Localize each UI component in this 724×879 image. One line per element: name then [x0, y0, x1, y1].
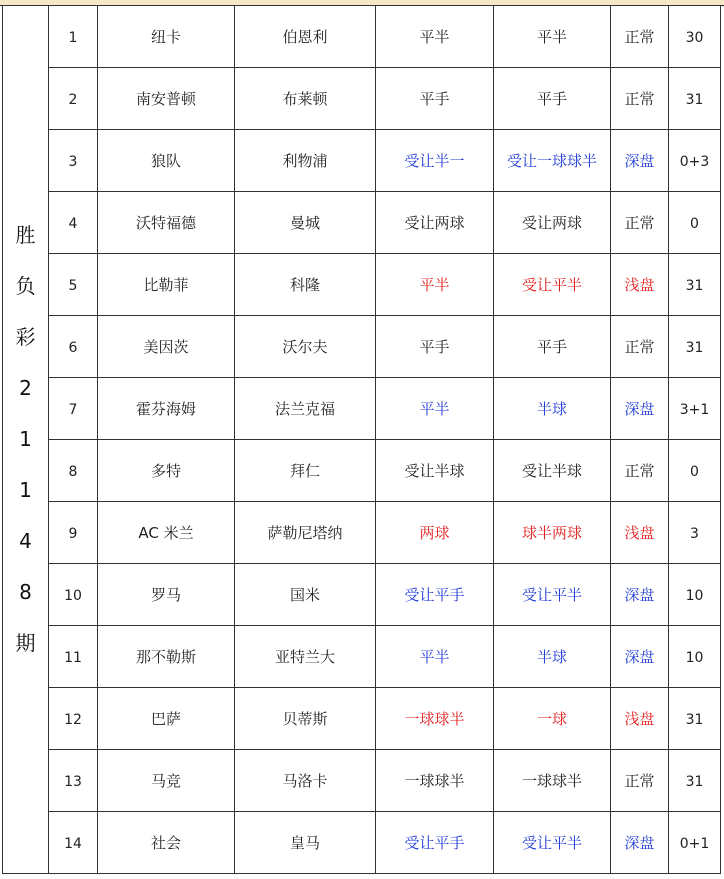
table-row	[3, 688, 721, 750]
handicap-current: 受让平半	[521, 276, 582, 294]
depth-status: 正常	[624, 462, 655, 480]
depth-status-cell	[611, 6, 669, 68]
match-number: 1	[68, 29, 78, 46]
away-team: 曼城	[289, 214, 320, 232]
depth-status: 深盘	[624, 834, 655, 852]
away-team-cell	[235, 316, 376, 378]
handicap-current-cell	[494, 378, 611, 440]
handicap-initial-cell	[376, 6, 494, 68]
depth-status-cell	[611, 564, 669, 626]
table-row	[3, 440, 721, 502]
result-code: 31	[685, 91, 704, 108]
depth-status-cell	[611, 626, 669, 688]
home-team: 那不勒斯	[135, 648, 196, 666]
result-code: 31	[685, 711, 704, 728]
table-row	[3, 254, 721, 316]
depth-status-cell	[611, 316, 669, 378]
table-row	[3, 6, 721, 68]
home-team-cell	[98, 502, 235, 564]
away-team-cell	[235, 130, 376, 192]
table-row	[3, 378, 721, 440]
depth-status: 深盘	[624, 152, 655, 170]
handicap-current: 受让一球球半	[506, 152, 597, 170]
home-team-cell	[98, 6, 235, 68]
home-team-cell	[98, 254, 235, 316]
result-code: 3	[690, 525, 699, 542]
home-team-cell	[98, 68, 235, 130]
handicap-initial-cell	[376, 812, 494, 874]
home-team: 社会	[150, 834, 181, 852]
handicap-current-cell	[494, 316, 611, 378]
handicap-initial: 平手	[419, 338, 450, 356]
away-team-cell	[235, 68, 376, 130]
handicap-initial-cell	[376, 130, 494, 192]
depth-status-cell	[611, 502, 669, 564]
handicap-current-cell	[494, 130, 611, 192]
away-team: 马洛卡	[282, 772, 328, 790]
handicap-initial-cell	[376, 750, 494, 812]
match-number: 12	[64, 711, 82, 728]
match-number-cell	[49, 316, 98, 378]
result-code-cell	[669, 192, 721, 254]
result-code-cell	[669, 564, 721, 626]
handicap-initial-cell	[376, 254, 494, 316]
away-team: 利物浦	[282, 152, 328, 170]
handicap-current: 半球	[536, 400, 567, 418]
result-code: 31	[685, 339, 704, 356]
home-team: 罗马	[150, 586, 181, 604]
depth-status: 正常	[624, 214, 655, 232]
away-team-cell	[235, 440, 376, 502]
table-row	[3, 750, 721, 812]
handicap-initial: 平手	[419, 90, 450, 108]
handicap-initial-cell	[376, 316, 494, 378]
result-code-cell	[669, 130, 721, 192]
match-number-cell	[49, 688, 98, 750]
home-team: 纽卡	[150, 28, 181, 46]
away-team: 伯恩利	[282, 28, 328, 46]
depth-status: 浅盘	[624, 276, 655, 294]
result-code: 0+1	[679, 835, 710, 852]
match-number-cell	[49, 192, 98, 254]
result-code: 31	[685, 773, 704, 790]
handicap-initial: 平半	[419, 28, 450, 46]
away-team-cell	[235, 6, 376, 68]
result-code: 0+3	[679, 153, 710, 170]
table-row	[3, 68, 721, 130]
handicap-current-cell	[494, 688, 611, 750]
handicap-initial-cell	[376, 502, 494, 564]
match-number-cell	[49, 68, 98, 130]
home-team: 比勒菲	[143, 276, 189, 294]
depth-status-cell	[611, 750, 669, 812]
result-code: 3+1	[679, 401, 710, 418]
result-code-cell	[669, 440, 721, 502]
handicap-current-cell	[494, 502, 611, 564]
handicap-initial: 一球球半	[404, 710, 465, 728]
home-team-cell	[98, 192, 235, 254]
result-code-cell	[669, 254, 721, 316]
result-code-cell	[669, 812, 721, 874]
match-number-cell	[49, 750, 98, 812]
handicap-current: 一球球半	[521, 772, 582, 790]
table-row	[3, 626, 721, 688]
handicap-current-cell	[494, 440, 611, 502]
home-team-cell	[98, 564, 235, 626]
away-team-cell	[235, 564, 376, 626]
result-code-cell	[669, 378, 721, 440]
handicap-current: 半球	[536, 648, 567, 666]
depth-status-cell	[611, 130, 669, 192]
result-code: 10	[685, 587, 704, 604]
handicap-initial: 平半	[419, 400, 450, 418]
match-number: 7	[68, 401, 78, 418]
handicap-initial-cell	[376, 68, 494, 130]
home-team-cell	[98, 812, 235, 874]
match-number: 9	[68, 525, 78, 542]
match-number-cell	[49, 130, 98, 192]
match-number-cell	[49, 6, 98, 68]
home-team: AC 米兰	[138, 524, 194, 542]
match-number-cell	[49, 564, 98, 626]
away-team-cell	[235, 378, 376, 440]
match-number: 3	[68, 153, 78, 170]
match-number-cell	[49, 254, 98, 316]
home-team: 狼队	[150, 152, 181, 170]
away-team: 萨勒尼塔纳	[267, 524, 343, 542]
home-team-cell	[98, 688, 235, 750]
away-team-cell	[235, 192, 376, 254]
match-number-cell	[49, 378, 98, 440]
handicap-current-cell	[494, 254, 611, 316]
handicap-initial-cell	[376, 378, 494, 440]
depth-status: 深盘	[624, 400, 655, 418]
result-code-cell	[669, 502, 721, 564]
period-char: 8	[19, 580, 32, 604]
handicap-initial-cell	[376, 564, 494, 626]
match-number: 14	[64, 835, 82, 852]
result-code: 31	[685, 277, 704, 294]
depth-status: 浅盘	[624, 524, 655, 542]
handicap-current: 平手	[536, 90, 567, 108]
home-team-cell	[98, 626, 235, 688]
depth-status: 浅盘	[624, 710, 655, 728]
home-team-cell	[98, 130, 235, 192]
handicap-current-cell	[494, 750, 611, 812]
home-team-cell	[98, 378, 235, 440]
match-number: 4	[68, 215, 78, 232]
home-team-cell	[98, 316, 235, 378]
handicap-current: 受让两球	[521, 214, 582, 232]
handicap-current: 平半	[536, 28, 567, 46]
away-team-cell	[235, 688, 376, 750]
handicap-initial: 平半	[419, 276, 450, 294]
handicap-current-cell	[494, 812, 611, 874]
match-number: 11	[64, 649, 82, 666]
home-team: 美因茨	[143, 338, 189, 356]
away-team-cell	[235, 254, 376, 316]
handicap-initial: 受让平手	[404, 586, 465, 604]
match-number-cell	[49, 440, 98, 502]
depth-status-cell	[611, 440, 669, 502]
match-number: 8	[68, 463, 78, 480]
handicap-initial: 两球	[419, 524, 450, 542]
handicap-current-cell	[494, 68, 611, 130]
result-code: 0	[690, 215, 699, 232]
table-row	[3, 812, 721, 874]
handicap-current-cell	[494, 192, 611, 254]
match-number: 5	[68, 277, 78, 294]
home-team: 多特	[150, 462, 181, 480]
away-team: 贝蒂斯	[282, 710, 328, 728]
handicap-initial-cell	[376, 440, 494, 502]
handicap-current-cell	[494, 564, 611, 626]
depth-status-cell	[611, 378, 669, 440]
result-code-cell	[669, 316, 721, 378]
result-code-cell	[669, 6, 721, 68]
table-row	[3, 316, 721, 378]
home-team: 南安普顿	[135, 90, 196, 108]
handicap-current: 受让半球	[521, 462, 582, 480]
match-number: 13	[64, 773, 82, 790]
period-char: 1	[19, 478, 32, 502]
handicap-current: 一球	[536, 710, 567, 728]
depth-status-cell	[611, 254, 669, 316]
handicap-initial: 一球球半	[404, 772, 465, 790]
lottery-table	[2, 5, 721, 874]
table-row	[3, 564, 721, 626]
match-number-cell	[49, 502, 98, 564]
result-code-cell	[669, 68, 721, 130]
away-team-cell	[235, 502, 376, 564]
match-number-cell	[49, 812, 98, 874]
home-team: 巴萨	[150, 710, 181, 728]
result-code-cell	[669, 626, 721, 688]
period-char: 4	[19, 529, 32, 553]
handicap-initial: 受让半一	[404, 152, 465, 170]
match-number: 6	[68, 339, 78, 356]
table-row	[3, 502, 721, 564]
depth-status-cell	[611, 812, 669, 874]
away-team: 亚特兰大	[274, 648, 335, 666]
handicap-current-cell	[494, 626, 611, 688]
away-team: 法兰克福	[274, 400, 335, 418]
home-team-cell	[98, 750, 235, 812]
handicap-current: 受让平半	[521, 586, 582, 604]
table-body	[3, 6, 721, 874]
away-team: 皇马	[289, 834, 320, 852]
handicap-current: 受让平半	[521, 834, 582, 852]
match-number-cell	[49, 626, 98, 688]
period-char: 负	[15, 274, 36, 298]
away-team: 科隆	[289, 276, 320, 294]
table-row	[3, 130, 721, 192]
handicap-initial: 受让两球	[404, 214, 465, 232]
away-team-cell	[235, 750, 376, 812]
depth-status: 正常	[624, 338, 655, 356]
period-label-cell	[3, 6, 49, 874]
depth-status-cell	[611, 68, 669, 130]
away-team: 布莱顿	[282, 90, 328, 108]
depth-status: 正常	[624, 772, 655, 790]
away-team-cell	[235, 812, 376, 874]
handicap-initial-cell	[376, 626, 494, 688]
depth-status-cell	[611, 688, 669, 750]
period-char: 彩	[15, 325, 36, 349]
match-number: 2	[68, 91, 78, 108]
handicap-initial: 受让平手	[404, 834, 465, 852]
depth-status-cell	[611, 192, 669, 254]
depth-status: 深盘	[624, 648, 655, 666]
handicap-current: 球半两球	[521, 524, 582, 542]
home-team: 霍芬海姆	[135, 400, 196, 418]
result-code: 30	[685, 29, 704, 46]
away-team-cell	[235, 626, 376, 688]
home-team: 马竞	[150, 772, 181, 790]
handicap-initial-cell	[376, 192, 494, 254]
period-label	[3, 210, 48, 669]
period-char: 1	[19, 427, 32, 451]
depth-status: 深盘	[624, 586, 655, 604]
away-team: 国米	[289, 586, 320, 604]
handicap-current-cell	[494, 6, 611, 68]
home-team: 沃特福德	[135, 214, 196, 232]
result-code-cell	[669, 750, 721, 812]
table-row	[3, 192, 721, 254]
period-char: 2	[19, 376, 32, 400]
result-code: 0	[690, 463, 699, 480]
result-code: 10	[685, 649, 704, 666]
home-team-cell	[98, 440, 235, 502]
handicap-initial: 平半	[419, 648, 450, 666]
period-char: 期	[15, 631, 36, 655]
match-number: 10	[64, 587, 82, 604]
away-team: 沃尔夫	[282, 338, 328, 356]
handicap-initial: 受让半球	[404, 462, 465, 480]
result-code-cell	[669, 688, 721, 750]
away-team: 拜仁	[289, 462, 320, 480]
depth-status: 正常	[624, 90, 655, 108]
period-char: 胜	[15, 223, 36, 247]
handicap-initial-cell	[376, 688, 494, 750]
depth-status: 正常	[624, 28, 655, 46]
handicap-current: 平手	[536, 338, 567, 356]
